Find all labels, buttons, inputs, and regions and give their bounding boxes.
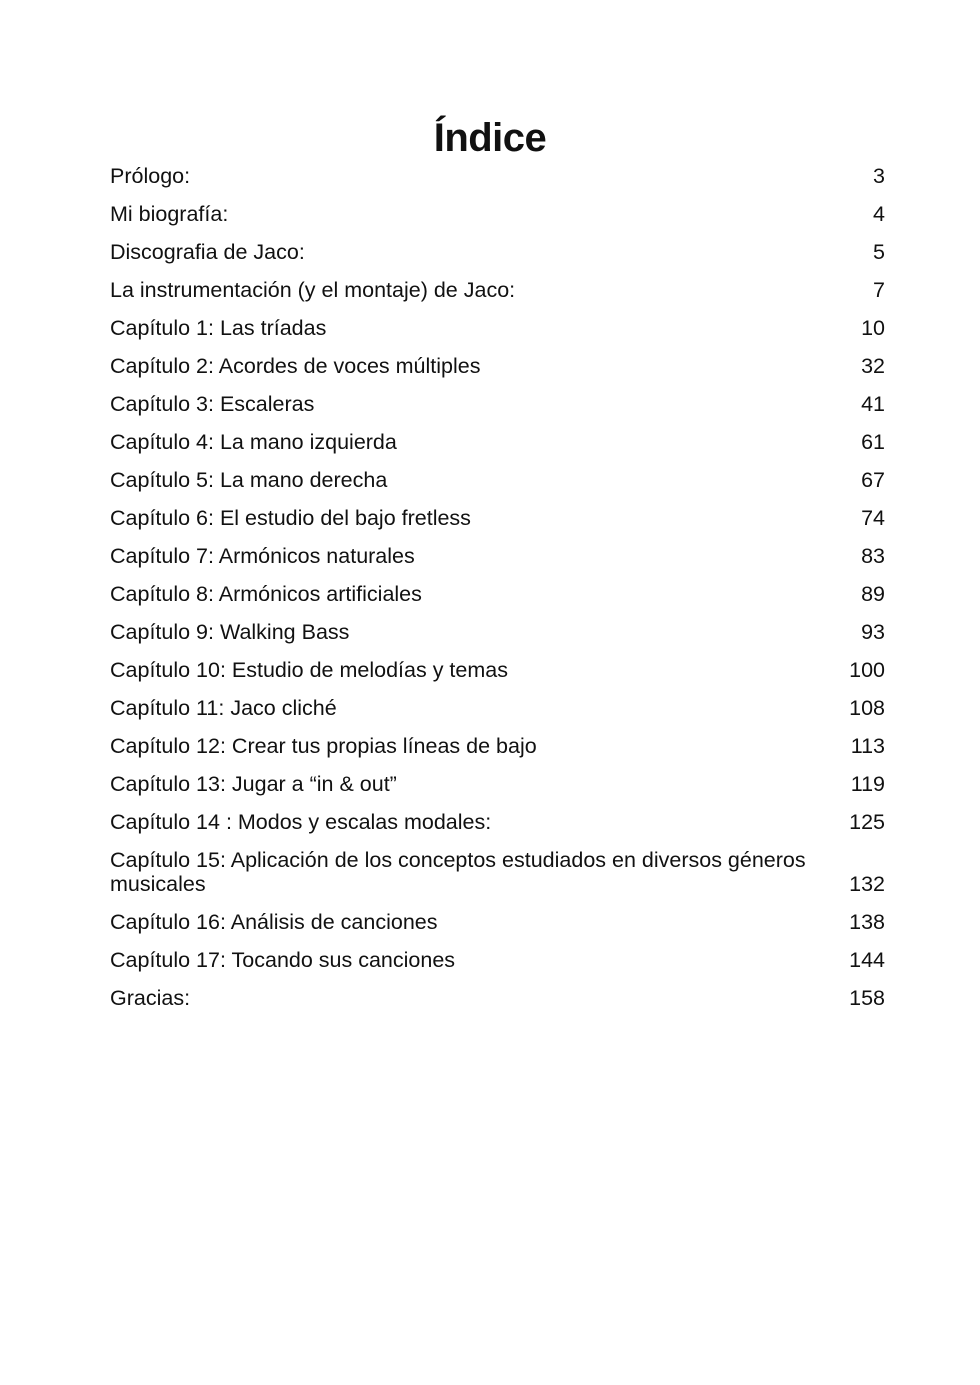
toc-entry-label: Mi biografía: <box>110 202 229 226</box>
toc-entry <box>110 233 885 271</box>
toc-entry <box>110 461 885 499</box>
toc-entry <box>110 765 885 803</box>
toc-entry-label: Capítulo 4: La mano izquierda <box>110 430 397 454</box>
toc-entry <box>110 727 885 765</box>
toc-entry-label: Capítulo 13: Jugar a “in & out” <box>110 772 397 796</box>
toc-entry-page: 61 <box>861 430 885 454</box>
toc-entry-label: Capítulo 6: El estudio del bajo fretless <box>110 506 471 530</box>
toc-entry <box>110 195 885 233</box>
toc-entry-label: Capítulo 1: Las tríadas <box>110 316 327 340</box>
toc-entry-label: Capítulo 16: Análisis de canciones <box>110 910 438 934</box>
toc-entry-page: 89 <box>861 582 885 606</box>
toc-entry <box>110 651 885 689</box>
toc-entry-page: 4 <box>873 202 885 226</box>
toc-entry <box>110 941 885 979</box>
toc-entry <box>110 575 885 613</box>
toc-entry-page: 41 <box>861 392 885 416</box>
toc-entry-page: 158 <box>849 986 885 1010</box>
toc-entry-page: 108 <box>849 696 885 720</box>
toc-entry <box>110 271 885 309</box>
toc-entry-label: Capítulo 5: La mano derecha <box>110 468 388 492</box>
toc-entry-page: 5 <box>873 240 885 264</box>
toc-entry <box>110 689 885 727</box>
toc-entry-page: 10 <box>861 316 885 340</box>
toc-entry-page: 144 <box>849 948 885 972</box>
toc-entry-label: Capítulo 2: Acordes de voces múltiples <box>110 354 481 378</box>
toc-entry-label: Capítulo 14 : Modos y escalas modales: <box>110 810 492 834</box>
toc-entry-label: La instrumentación (y el montaje) de Jaco: <box>110 278 516 302</box>
page-title: Índice <box>433 116 547 160</box>
toc-entry-page: 83 <box>861 544 885 568</box>
toc-entry-label: Capítulo 17: Tocando sus canciones <box>110 948 456 972</box>
toc-entry-label: Capítulo 11: Jaco cliché <box>110 696 337 720</box>
toc-entry-page: 138 <box>849 910 885 934</box>
toc-entry-page: 132 <box>849 872 885 896</box>
toc-entry <box>110 979 885 1017</box>
toc-entry <box>110 613 885 651</box>
toc-entry-label: Capítulo 10: Estudio de melodías y temas <box>110 658 508 682</box>
toc-entry-label: Prólogo: <box>110 164 191 188</box>
toc-entry-page: 7 <box>873 278 885 302</box>
toc-entry <box>110 423 885 461</box>
toc-entry-page: 32 <box>861 354 885 378</box>
toc-entry-page: 119 <box>850 772 885 796</box>
toc-entry-label: Capítulo 8: Armónicos artificiales <box>110 582 422 606</box>
toc-entry <box>110 803 885 841</box>
toc-entry <box>110 385 885 423</box>
toc-entry-label: Capítulo 12: Crear tus propias líneas de bajo <box>110 734 537 758</box>
toc-entry-label: Capítulo 3: Escaleras <box>110 392 315 416</box>
toc-entry-label: Capítulo 15: Aplicación de los conceptos estudiados en diversos géneros musicales <box>110 848 806 896</box>
toc-entry <box>110 347 885 385</box>
toc-entry <box>110 537 885 575</box>
toc-entry-label: Capítulo 7: Armónicos naturales <box>110 544 415 568</box>
toc-entry <box>110 157 885 195</box>
toc-entry <box>110 499 885 537</box>
toc-entry-label: Gracias: <box>110 986 191 1010</box>
toc-entry-label: Capítulo 9: Walking Bass <box>110 620 350 644</box>
toc-entry-page: 100 <box>849 658 885 682</box>
toc-entry <box>110 309 885 347</box>
table-of-contents <box>110 157 885 1017</box>
toc-entry-page: 67 <box>861 468 885 492</box>
toc-entry-page: 74 <box>861 506 885 530</box>
toc-entry-label: Discografia de Jaco: <box>110 240 305 264</box>
toc-entry-page: 93 <box>861 620 885 644</box>
toc-entry-page: 3 <box>873 164 885 188</box>
toc-entry <box>110 903 885 941</box>
toc-entry <box>110 841 885 903</box>
toc-entry-page: 113 <box>850 734 885 758</box>
toc-entry-page: 125 <box>849 810 885 834</box>
